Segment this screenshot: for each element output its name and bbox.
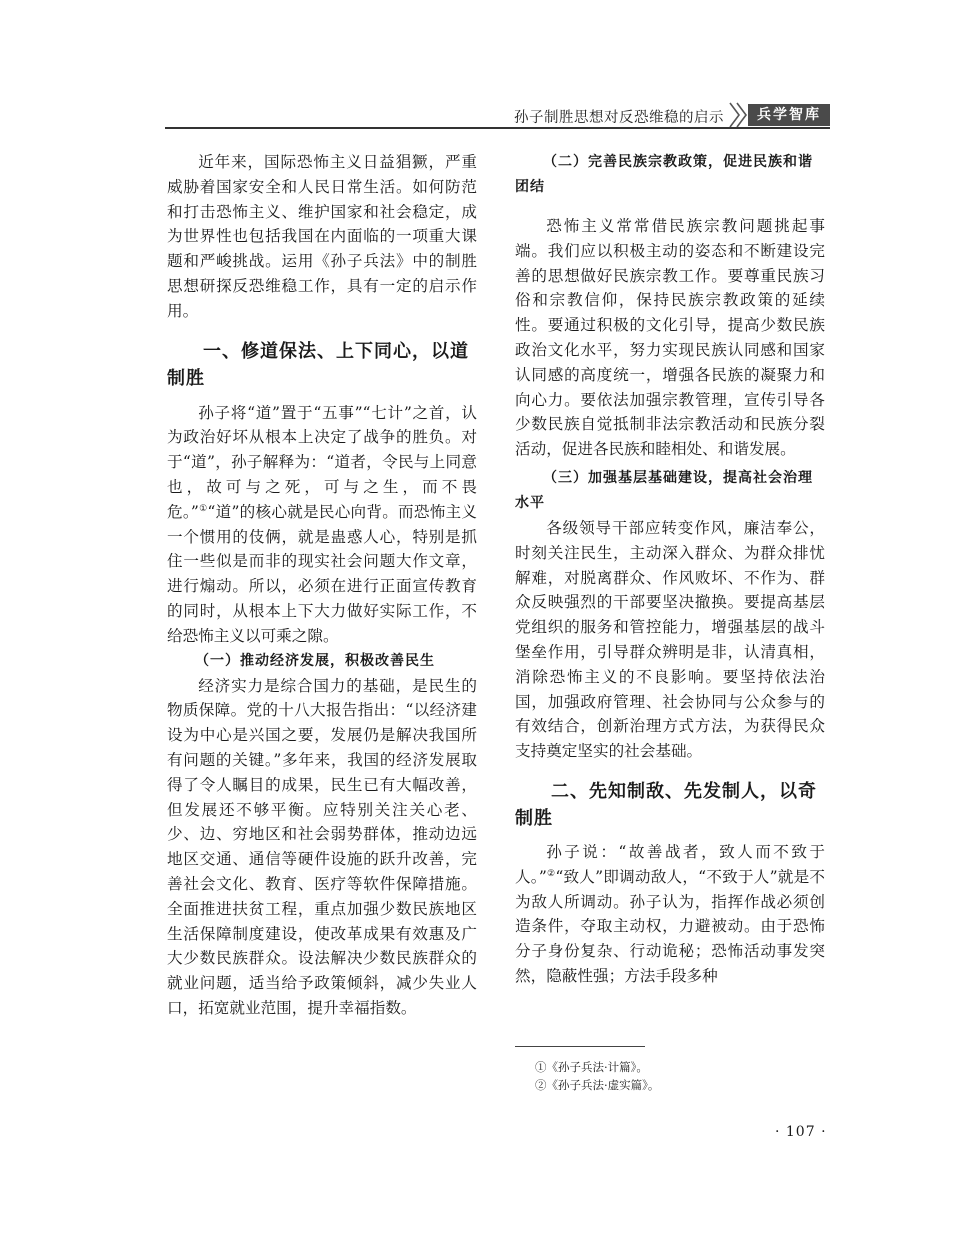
footnote-rule (515, 1046, 645, 1047)
paragraph-dao: 孙子将“道”置于“五事”“七计”之首，认为政治好坏从根本上决定了战争的胜负。对于“道”，孙子解释为：“道者，令民与上同意也，故可与之死，可与之生，而不畏危。”①“道”的核心就是民心向背。而恐怖主义一个惯用的伎俩，就是蛊惑人心，特别是抓住一些似是而非的现实社会问题大作文章，进行煽动。所以，必须在进行正面宣传教育的同时，从根本上下大力做好实际工作，不给恐怖主义以可乘之隙。 (167, 403, 477, 645)
subsection-heading-2: （二）完善民族宗教政策，促进民族和谐团结 (515, 154, 813, 195)
section-heading-1: 一、修道保法、上下同心，以道制胜 (167, 340, 469, 389)
section-heading-2: 二、先知制敌、先发制人，以奇制胜 (515, 780, 817, 829)
paragraph-economy: 经济实力是综合国力的基础，是民生的物质保障。党的十八大报告指出：“以经济建设为中心是兴国之要，发展仍是解决我国所有问题的关键。”多年来，我国的经济发展取得了令人瞩目的成果，民生已有大幅改善，但发展还不够平衡。应特别关注关心老、少、边、穷地区和社会弱势群体，推动边远地区交通、通信等硬件设施的跃升改善，完善社会文化、教育、医疗等软件保障措施。全面推进扶贫工程，重点加强少数民族地区生活保障制度建设，使改革成果有效惠及广大少数民族群众。设法解决少数民族群众的就业问题，适当给予政策倾斜，减少失业人口，拓宽就业范围，提升幸福指数。 (167, 676, 477, 1017)
right-column (515, 150, 825, 989)
double-chevron-icon (728, 102, 750, 128)
footnotes (535, 1058, 835, 1094)
paragraph-grassroots: 各级领导干部应转变作风，廉洁奉公，时刻关注民生，主动深入群众、为群众排忧解难，对脱离群众、作风败坏、不作为、群众反映强烈的干部要坚决撤换。要提高基层党组织的服务和管控能力，增强基层的战斗堡垒作用，引导群众辨明是非，认清真相，消除恐怖主义的不良影响。要坚持依法治国，加强政府管理、社会协同与公众参与的有效结合，创新治理方式方法，为获得民众支持奠定坚实的社会基础。 (515, 518, 825, 761)
column-badge: 兵学智库 (748, 104, 830, 126)
footnote-1: ①《孙子兵法·计篇》。 (535, 1060, 648, 1074)
paragraph-religion: 恐怖主义常常借民族宗教问题挑起事端。我们应以积极主动的姿态和不断建设完善的思想做好民族宗教工作。要尊重民族习俗和宗教信仰，保持民族宗教政策的延续性。要通过积极的文化引导，提高少数民族政治文化水平，努力实现民族认同感和国家认同感的高度统一，增强各民族的凝聚力和向心力。要依法加强宗教管理，宣传引导各少数民族自觉抵制非法宗教活动和民族分裂活动，促进各民族和睦相处、和谐发展。 (515, 217, 825, 459)
footnote-ref-2: ② (546, 868, 556, 879)
footnote-ref-1: ① (198, 503, 208, 514)
left-column (167, 150, 477, 1021)
header-title: 孙子制胜思想对反恐维稳的启示 (514, 110, 724, 126)
paragraph-initiative: 孙子说：“故善战者，致人而不致于人。”②“致人”即调动敌人，“不致于人”就是不为敌人所调动。孙子认为，指挥作战必须创造条件，夺取主动权，力避被动。由于恐怖分子身份复杂、行动诡秘；恐怖活动事发突然，隐蔽性强；方法手段多种 (515, 842, 825, 985)
running-header (0, 96, 964, 136)
subsection-heading-3: （三）加强基层基础建设，提高社会治理水平 (515, 469, 813, 511)
subsection-heading-1: （一）推动经济发展，积极改善民生 (195, 652, 435, 669)
header-rule (165, 127, 830, 129)
page-number: · 107 · (775, 1124, 827, 1140)
intro-paragraph: 近年来，国际恐怖主义日益猖獗，严重威胁着国家安全和人民日常生活。如何防范和打击恐怖主义、维护国家和社会稳定，成为世界性也包括我国在内面临的一项重大课题和严峻挑战。运用《孙子兵法》中的制胜思想研探反恐维稳工作，具有一定的启示作用。 (167, 153, 477, 320)
footnote-2: ②《孙子兵法·虚实篇》。 (535, 1078, 660, 1092)
